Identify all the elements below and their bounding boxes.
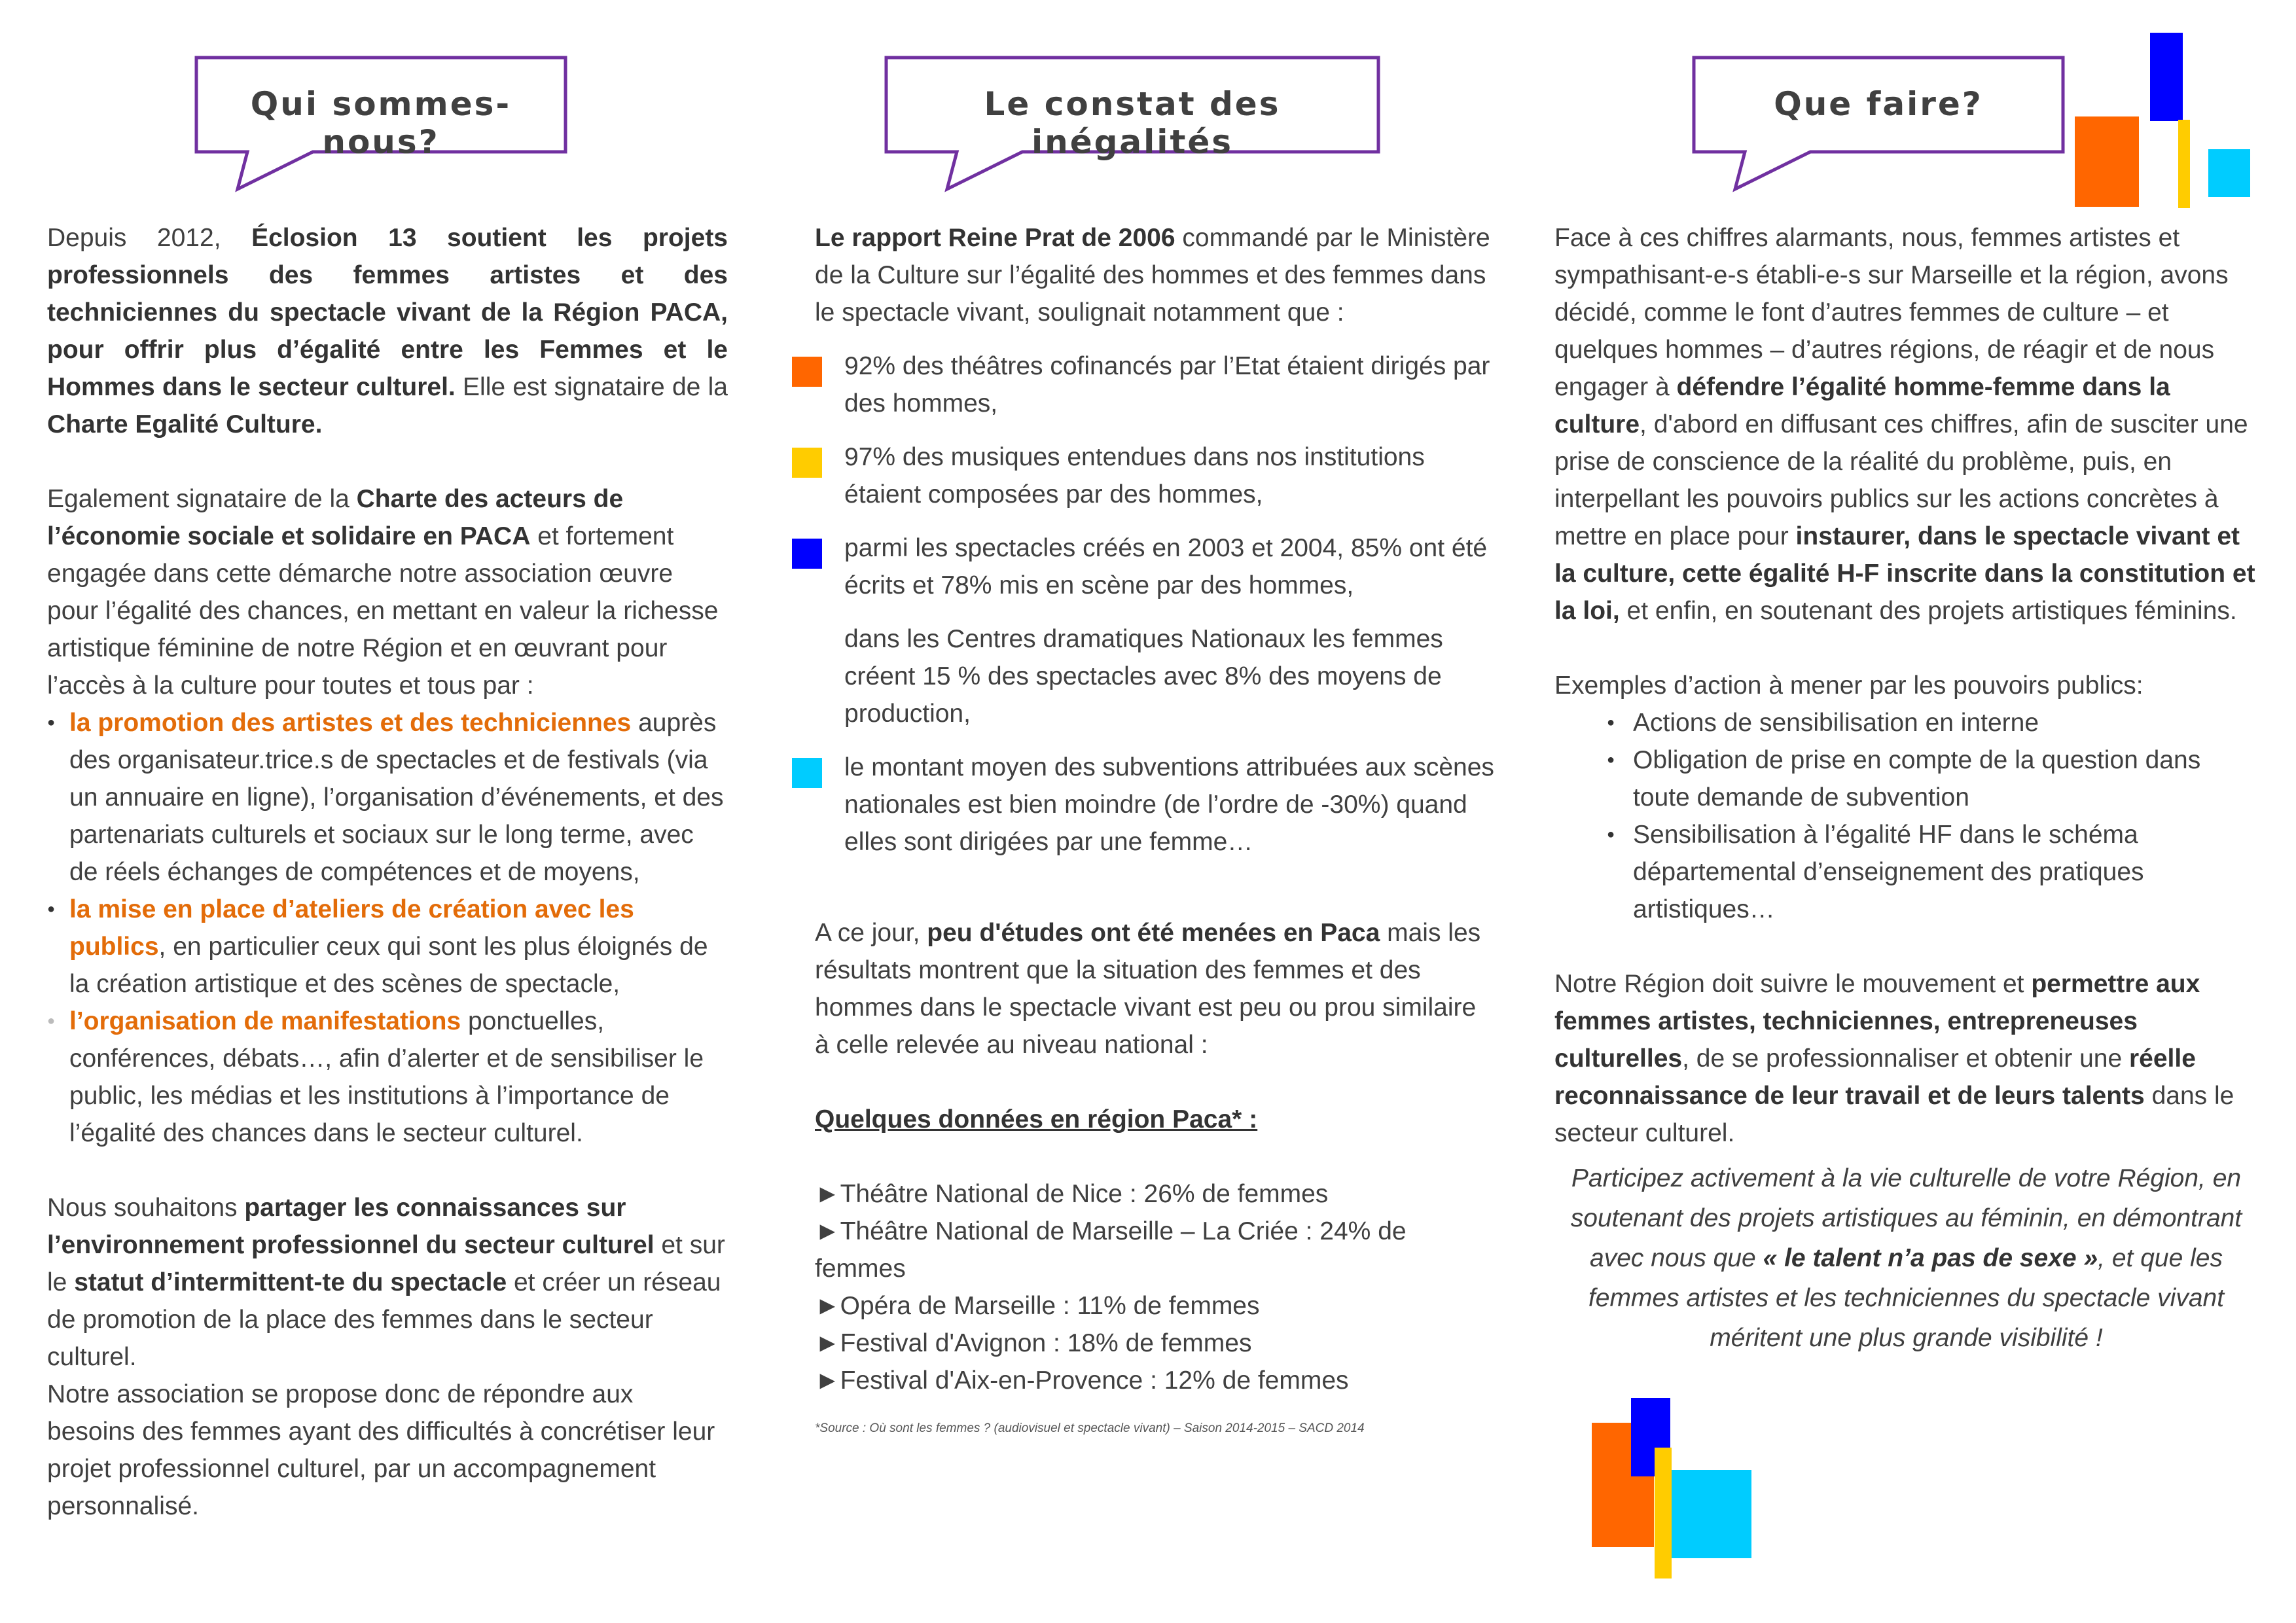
text: Egalement signataire de la [47,485,357,513]
data-row: ►Opéra de Marseille : 11% de femmes [815,1292,1260,1320]
section-title-finding: Le constat des inégalités [984,85,1281,161]
data-row: ►Festival d'Aix-en-Provence : 12% de femmes [815,1366,1349,1395]
list-item: ● Actions de sensibilisation en interne [1554,704,2258,741]
speech-bubble-todo [1693,56,2064,194]
speech-bubble-who [195,56,567,194]
statistic-item [815,749,1496,861]
text: Face à ces chiffres alarmants, nous, femmes artistes et sympathisant-e-s établi-e-s sur Marseille et la région, avons décidé, comme le font d’autres femmes de culture – et quelques hommes – d’autres régions, de réagir et de nous engager à [1554,224,2229,401]
text: Participez activement à la vie culturelle de votre Région, en soutenant des projets artistiques au féminin, en démontrant avec nous que [1570,1164,2242,1272]
text: ponctuelles, conférences, débats…, afin d’alerter et de sensibiliser le public, les médias et les institutions à l’importance de l’égalité des chances dans le secteur culturel. [69,1007,704,1147]
cyan-square-icon [792,758,822,788]
list-item: ● Sensibilisation à l’égalité HF dans le schéma départemental d’enseignement des pratiques artistiques… [1554,816,2258,928]
bold-text: permettre aux femmes artistes, techniciennes, entrepreneuses culturelles [1554,970,2200,1073]
paragraph-commitment [1554,219,2258,630]
text: A ce jour, [815,919,927,947]
list-item [47,1003,728,1152]
text: , en particulier ceux qui sont les plus éloignés de la création artistique et des scènes de spectacle, [69,933,708,998]
data-heading: Quelques données en région Paca* : [815,1105,1258,1133]
paragraph-support: Notre association se propose donc de répondre aux besoins des femmes ayant des difficultés à concrétiser leur projet professionnel culturel, par un accompagnement personnalisé. [47,1380,715,1520]
bold-text: statut d’intermittent-te du spectacle [74,1268,507,1296]
column-todo [1554,219,2258,1358]
data-row: ►Festival d'Avignon : 18% de femmes [815,1329,1252,1357]
call-to-action [1554,1158,2258,1358]
statistic-text: parmi les spectacles créés en 2003 et 2004, 85% ont été écrits et 78% mis en scène par des hommes, [844,534,1488,599]
text: , de se professionnaliser et obtenir une [1682,1044,2129,1073]
statistic-text: dans les Centres dramatiques Nationaux les femmes créent 15 % des spectacles avec 8% des moyens de production, [844,625,1443,728]
column-who [47,219,728,1525]
text: et créer un réseau de promotion de la place des femmes dans le secteur culturel. [47,1268,721,1371]
blue-square-icon [792,539,822,569]
paragraph-signatory [47,480,728,704]
text: Notre Région doit suivre le mouvement et [1554,970,2032,998]
section-title-todo: Que faire? [1774,85,1983,123]
text: mais les résultats montrent que la situation des femmes et des hommes dans le spectacle vivant est peu ou prou similaire à celle relevée au niveau national : [815,919,1481,1059]
text: Elle est signataire de la [455,373,728,401]
text: Depuis 2012, [47,224,252,252]
text: Nous souhaitons [47,1194,245,1222]
orange-block [2075,116,2139,207]
statistic-item [815,438,1496,513]
source-note: *Source : Où sont les femmes ? (audiovisuel et spectacle vivant) – Saison 2014-2015 – SACD 2014 [815,1421,1365,1435]
statistic-item [815,348,1496,422]
bold-text: « le talent n’a pas de sexe » [1763,1244,2098,1272]
bold-text: peu d'études ont été menées en Paca [927,919,1380,947]
list-item: ● Obligation de prise en compte de la question dans toute demande de subvention [1554,741,2258,816]
statistic-text: 97% des musiques entendues dans nos institutions étaient composées par des hommes, [844,443,1425,508]
highlight-text: l’organisation de manifestations [69,1007,461,1035]
text: dans le secteur culturel. [1554,1082,2234,1147]
text: et fortement engagée dans cette démarche notre association œuvre pour l’égalité des chances, en mettant en valeur la richesse artistique féminine de notre Région et en œuvrant pour l’accès à la culture pour toutes et tous par : [47,522,719,700]
examples-heading: Exemples d’action à mener par les pouvoirs publics: [1554,671,2144,700]
column-finding [815,219,1496,1438]
data-row: ►Théâtre National de Marseille – La Criée : 24% de femmes [815,1217,1407,1283]
paragraph-intro [47,219,728,443]
paragraph-goals [47,1189,728,1376]
statistic-item [815,620,1496,732]
examples-list [1554,704,2258,928]
bold-text: Le rapport Reine Prat de 2006 [815,224,1175,252]
yellow-square-icon [792,448,822,478]
decor-blocks-top [2075,33,2251,209]
paragraph-region [1554,965,2258,1152]
decor-blocks-bottom [1592,1398,1755,1588]
list-item [47,891,728,1003]
yellow-block [2178,120,2190,208]
text: , et que les femmes artistes et les techniciennes du spectacle vivant méritent une plus grande visibilité ! [1588,1244,2225,1352]
highlight-text: la mise en place d’ateliers de création avec les publics [69,895,634,961]
cyan-block [2208,149,2250,197]
text: , d'abord en diffusant ces chiffres, afin de susciter une prise de conscience de la réalité du problème, puis, en interpellant les pouvoirs publics sur les actions concrètes à mettre en place pour [1554,410,2248,550]
statistic-item [815,529,1496,604]
yellow-block [1655,1448,1672,1578]
orange-square-icon [792,357,822,387]
bold-text: partager les connaissances sur l’environnement professionnel du secteur culturel [47,1194,655,1259]
blue-block [2150,33,2183,121]
bold-text: instaurer, dans le spectacle vivant et la culture, cette égalité H-F inscrite dans la constitution et la loi, [1554,522,2255,625]
data-row: ►Théâtre National de Nice : 26% de femmes [815,1180,1329,1208]
paragraph-today [815,914,1496,1063]
bold-text: Charte Egalité Culture. [47,410,323,438]
speech-bubble-finding [885,56,1380,194]
bold-text: réelle reconnaissance de leur travail et de leurs talents [1554,1044,2196,1110]
text: et sur le [47,1231,725,1296]
text: commandé par le Ministère de la Culture sur l’égalité des hommes et des femmes dans le spectacle vivant, soulignait notamment que : [815,224,1490,327]
actions-list [47,704,728,1152]
bold-text: Charte des acteurs de l’économie sociale et solidaire en PACA [47,485,624,550]
regional-data-list [815,1175,1496,1399]
text: et enfin, en soutenant des projets artistiques féminins. [1619,597,2237,625]
statistic-text: le montant moyen des subventions attribuées aux scènes nationales est bien moindre (de l’ordre de -30%) quand elles sont dirigées par une femme… [844,753,1494,856]
paragraph-report [815,219,1496,331]
speech-bubble-shape [1693,56,2064,194]
section-title-who: Qui sommes-nous? [250,85,512,161]
bold-text: défendre l’égalité homme-femme dans la culture [1554,373,2170,438]
text: auprès des organisateur.trice.s de spectacles et de festivals (via un annuaire en ligne), l’organisation d’événements, et des partenariats culturels et sociaux sur le long terme, avec de réels échanges de compétences et de moyens, [69,709,724,886]
list-item [47,704,728,891]
highlight-text: la promotion des artistes et des techniciennes [69,709,632,737]
cyan-block [1672,1470,1751,1558]
statistic-text: 92% des théâtres cofinancés par l’Etat étaient dirigés par des hommes, [844,352,1490,418]
bold-text: Éclosion 13 soutient les projets professionnels des femmes artistes et des techniciennes du spectacle vivant de la Région PACA, pour offrir plus d’égalité entre les Femmes et le Hommes dans le secteur culturel. [47,224,728,401]
